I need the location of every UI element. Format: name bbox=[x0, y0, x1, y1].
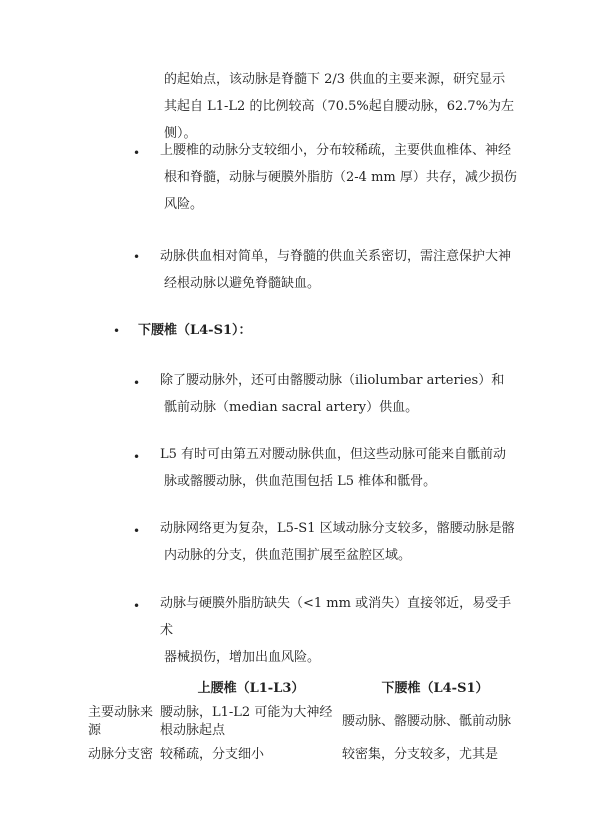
table-cell-upper: 较稀疏，分支细小 bbox=[160, 747, 265, 762]
upper-bullet-1-line-2: 根和脊髓，动脉与硬膜外脂肪（2-4 mm 厚）共存，减少损伤 bbox=[164, 170, 517, 185]
table-cell-upper: 腰动脉，L1-L2 可能为大神经根动脉起点 bbox=[160, 705, 333, 738]
lower-bullet-1-line-2: 骶前动脉（median sacral artery）供血。 bbox=[164, 400, 419, 415]
bullet-marker: • bbox=[133, 146, 141, 160]
lower-bullet-4 bbox=[160, 590, 522, 671]
upper-bullet-1-line-1: 上腰椎的动脉分支较细小，分布较稀疏，主要供血椎体、神经 bbox=[160, 143, 512, 158]
continuation-line-1: 的起始点，该动脉是脊髓下 2/3 供血的主要来源，研究显示 bbox=[164, 72, 506, 87]
comparison-table bbox=[88, 676, 528, 770]
upper-bullet-2 bbox=[160, 243, 522, 297]
lower-bullet-2-line-2: 脉或髂腰动脉，供血范围包括 L5 椎体和骶骨。 bbox=[164, 474, 437, 489]
bullet-marker: • bbox=[133, 450, 141, 464]
lower-bullet-4-line-2: 器械损伤，增加出血风险。 bbox=[164, 650, 321, 665]
upper-bullet-1 bbox=[160, 137, 522, 218]
upper-bullet-2-line-2: 经根动脉以避免脊髓缺血。 bbox=[164, 276, 321, 291]
bullet-marker: • bbox=[133, 376, 141, 390]
lower-bullet-3 bbox=[160, 515, 522, 569]
lower-bullet-3-line-1: 动脉网络更为复杂，L5-S1 区域动脉分支较多，髂腰动脉是髂 bbox=[160, 521, 515, 536]
lower-bullet-4-line-1: 动脉与硬膜外脂肪缺失（<1 mm 或消失）直接邻近，易受手术 bbox=[160, 596, 512, 638]
lower-bullet-3-line-2: 内动脉的分支，供血范围扩展至盆腔区域。 bbox=[164, 548, 412, 563]
table-header-empty bbox=[88, 676, 160, 704]
table-row bbox=[88, 704, 528, 746]
upper-bullet-2-line-1: 动脉供血相对简单，与脊髓的供血关系密切，需注意保护大神 bbox=[160, 249, 512, 264]
table-header-lower: 下腰椎（L4-S1） bbox=[381, 681, 489, 696]
table-cell-label: 主要动脉来源 bbox=[88, 705, 154, 738]
table-row bbox=[88, 746, 528, 770]
lower-bullet-1 bbox=[160, 367, 522, 421]
lower-bullet-2-line-1: L5 有时可由第五对腰动脉供血，但这些动脉可能来自骶前动 bbox=[160, 447, 507, 462]
bullet-marker: • bbox=[133, 250, 141, 264]
table-cell-lower: 较密集，分支较多，尤其是 bbox=[342, 747, 499, 762]
table-cell-label: 动脉分支密 bbox=[88, 747, 154, 762]
lower-lumbar-heading: 下腰椎（L4-S1）： bbox=[138, 323, 252, 338]
table-header-row bbox=[88, 676, 528, 704]
heading-bullet: • bbox=[113, 324, 121, 338]
table-cell-lower: 腰动脉、髂腰动脉、骶前动脉 bbox=[342, 714, 512, 729]
lower-bullet-2 bbox=[160, 441, 522, 495]
upper-bullet-1-line-3: 风险。 bbox=[164, 197, 204, 212]
table-header-upper: 上腰椎（L1-L3） bbox=[197, 681, 305, 696]
lower-bullet-1-line-1: 除了腰动脉外，还可由髂腰动脉（iliolumbar arteries）和 bbox=[160, 373, 505, 388]
bullet-marker: • bbox=[133, 599, 141, 613]
continuation-paragraph bbox=[164, 66, 524, 147]
continuation-line-2: 其起自 L1-L2 的比例较高（70.5%起自腰动脉，62.7%为左侧）。 bbox=[164, 99, 515, 141]
bullet-marker: • bbox=[133, 524, 141, 538]
